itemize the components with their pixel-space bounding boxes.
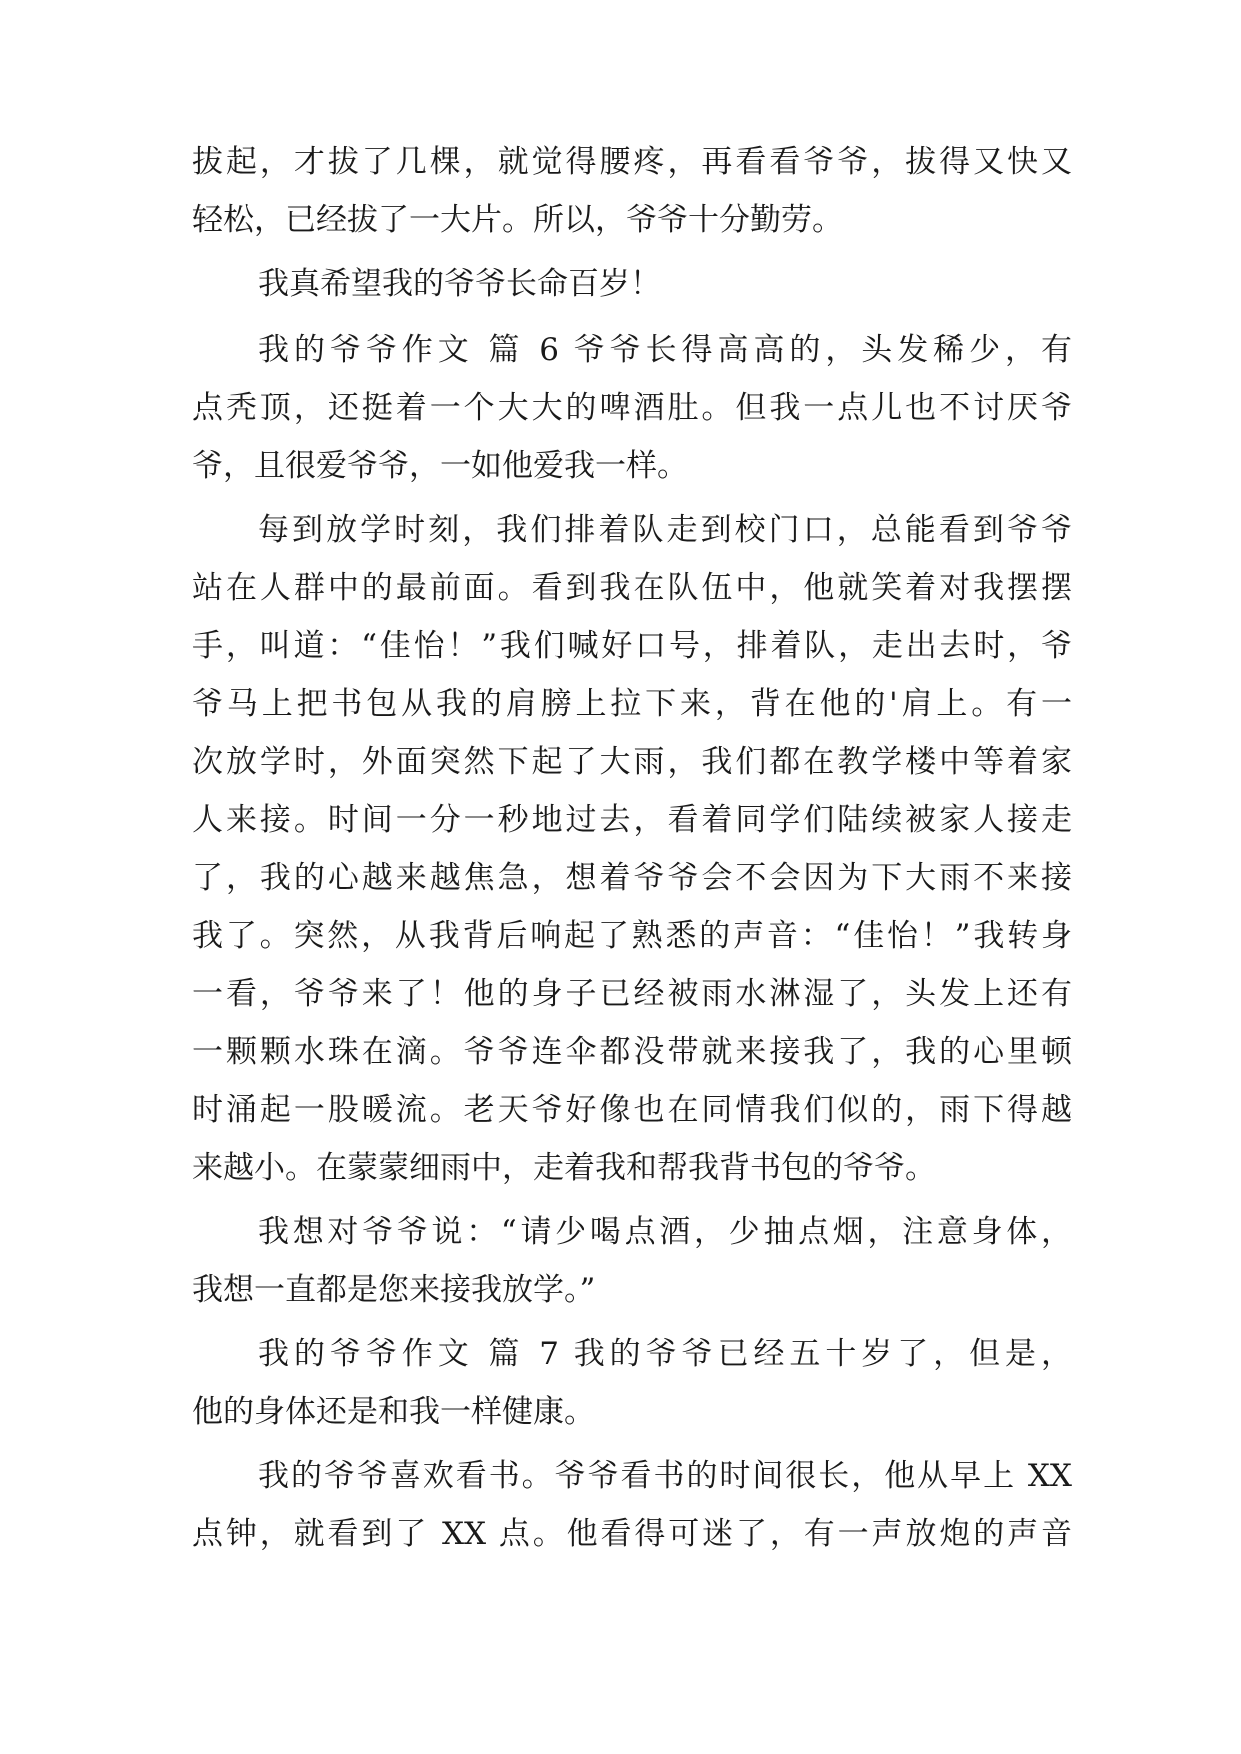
text-line: 人来接。时间一分一秒地过去，看着同学们陆续被家人接走 bbox=[192, 802, 1072, 838]
text-line: 点秃顶，还挺着一个大大的啤酒肚。但我一点儿也不讨厌爷 bbox=[192, 390, 1072, 426]
section-heading-line: 我的爷爷作文 篇 7 我的爷爷已经五十岁了，但是， bbox=[258, 1336, 1072, 1372]
text-line: 我想一直都是您来接我放学。” bbox=[192, 1272, 596, 1308]
text-line: 拔起，才拔了几棵，就觉得腰疼，再看看爷爷，拔得又快又 bbox=[192, 144, 1072, 180]
text-line: 一看，爷爷来了！他的身子已经被雨水淋湿了，头发上还有 bbox=[192, 976, 1072, 1012]
text-line: 爷马上把书包从我的肩膀上拉下来，背在他的'肩上。有一 bbox=[192, 686, 1072, 722]
text-line: 来越小。在蒙蒙细雨中，走着我和帮我背书包的爷爷。 bbox=[192, 1150, 936, 1186]
text-line: 手，叫道：“佳怡！”我们喊好口号，排着队，走出去时，爷 bbox=[192, 628, 1072, 664]
text-line: 我了。突然，从我背后响起了熟悉的声音：“佳怡！”我转身 bbox=[192, 918, 1072, 954]
text-line: 我想对爷爷说：“请少喝点酒，少抽点烟，注意身体， bbox=[258, 1214, 1072, 1250]
text-line: 点钟，就看到了 XX 点。他看得可迷了，有一声放炮的声音 bbox=[192, 1516, 1072, 1552]
text-line: 每到放学时刻，我们排着队走到校门口，总能看到爷爷 bbox=[258, 512, 1072, 548]
text-line: 我真希望我的爷爷长命百岁！ bbox=[258, 266, 661, 302]
text-line: 次放学时，外面突然下起了大雨，我们都在教学楼中等着家 bbox=[192, 744, 1072, 780]
text-line: 一颗颗水珠在滴。爷爷连伞都没带就来接我了，我的心里顿 bbox=[192, 1034, 1072, 1070]
text-line: 他的身体还是和我一样健康。 bbox=[192, 1394, 595, 1430]
text-line: 时涌起一股暖流。老天爷好像也在同情我们似的，雨下得越 bbox=[192, 1092, 1072, 1128]
text-line: 轻松，已经拔了一大片。所以，爷爷十分勤劳。 bbox=[192, 202, 843, 238]
text-line: 爷，且很爱爷爷，一如他爱我一样。 bbox=[192, 448, 688, 484]
text-line: 站在人群中的最前面。看到我在队伍中，他就笑着对我摆摆 bbox=[192, 570, 1072, 606]
text-line: 了，我的心越来越焦急，想着爷爷会不会因为下大雨不来接 bbox=[192, 860, 1072, 896]
section-heading-line: 我的爷爷作文 篇 6 爷爷长得高高的，头发稀少，有 bbox=[258, 332, 1072, 368]
text-line: 我的爷爷喜欢看书。爷爷看书的时间很长，他从早上 XX bbox=[258, 1458, 1072, 1494]
